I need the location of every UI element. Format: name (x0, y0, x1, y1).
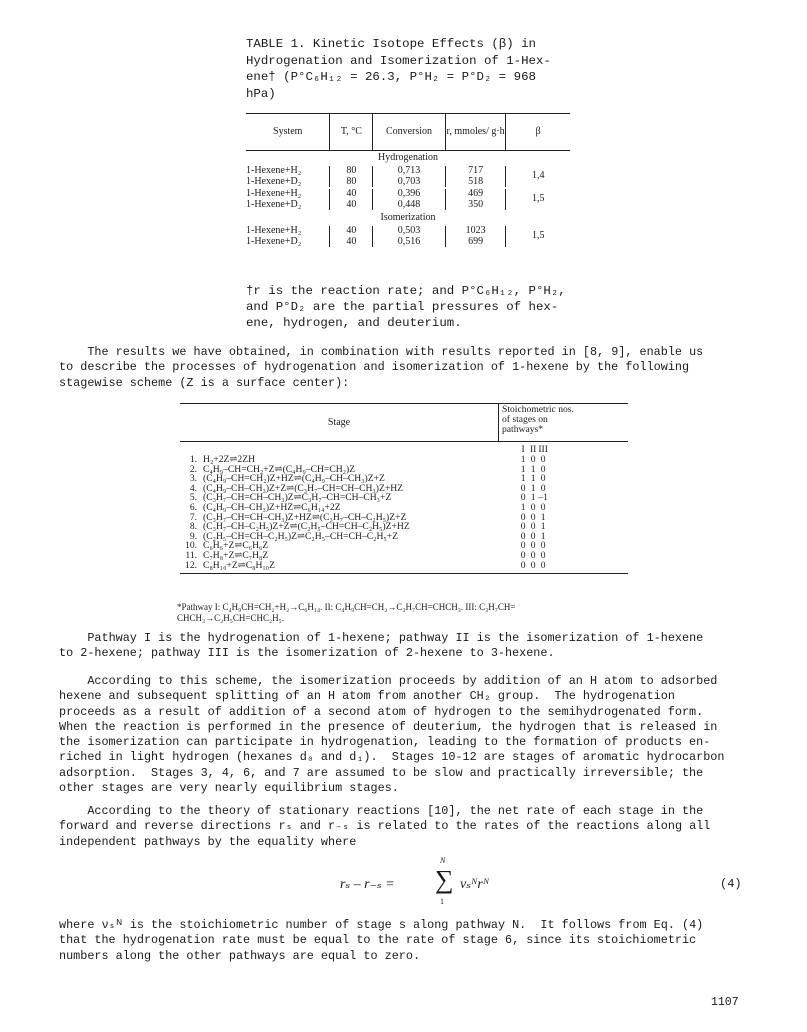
table1-cell-temp: 40 (346, 235, 357, 247)
stoichiometric-number: 0 (520, 540, 526, 552)
stage-number: 9. (189, 530, 198, 542)
table1-column-rate (445, 226, 506, 247)
table1-header-row (246, 114, 570, 151)
pathway-label: III (538, 444, 548, 455)
table1-cell-rate: 699 (468, 235, 484, 247)
table1-cell-rate: 469 (468, 188, 484, 199)
table2-row (180, 522, 628, 532)
stage-equation: C₈H₁₀+Z⇌C₈H₁₀Z (203, 560, 275, 571)
table1-column-beta (505, 166, 570, 187)
stoichiometric-number: 0 (540, 454, 546, 465)
table1-cell-temp: 40 (346, 225, 357, 236)
table1-cell-system: 1-Hexene+D₂ (246, 235, 302, 247)
paragraph-pathway: Pathway I is the hydrogenation of 1-hexene; pathway II is the isomerization of 1-hexene to 2-hexene; pathway III is the isomerization of 2-hexene to 3-hexene. (59, 631, 704, 661)
table2-row (180, 455, 628, 465)
stoichiometric-number: 0 (530, 454, 536, 465)
table1-column-rate (445, 189, 506, 210)
stage-equation: (C₂H₅–CH=CH–C₂H₅)Z⇌C₂H₅–CH=CH–C₂H₅+Z (203, 531, 398, 542)
table2-row (180, 513, 628, 523)
table1-row-group (246, 226, 570, 247)
table1-cell-system: 1-Hexene+H₂ (246, 188, 302, 199)
table2-header-stoich (498, 404, 628, 441)
table1-row-group (246, 189, 570, 210)
stoichiometric-number: 1 (530, 482, 536, 494)
table2-row (180, 493, 628, 503)
table1 (246, 113, 570, 249)
stoichiometric-number: 0 (540, 501, 546, 513)
table2-bottom-rule (180, 573, 628, 574)
table2-rows (180, 455, 628, 570)
table1-cell-rate: 350 (468, 198, 484, 210)
table2-footnote-line: *Pathway I: C₄H₉CH=CH₂+H₂→C₆H₁₄. II: C₄H₉CH=CH₂→C₃H₇CH=CHCH₃. III: C₃H₇CH= (177, 602, 516, 612)
stoichiometric-number: 1 (530, 463, 536, 475)
equation-number: (4) (720, 877, 742, 891)
table1-cell-conversion: 0,396 (397, 188, 421, 199)
stage-number: 1. (189, 454, 198, 465)
pathway-label: II (529, 444, 537, 455)
stoichiometric-number: 1 (520, 501, 526, 513)
stoichiometric-number: 0 (520, 511, 526, 523)
equation-lhs: rₛ – r₋ₛ = (340, 877, 395, 892)
stoichiometric-number: 0 (530, 501, 536, 513)
stoichiometric-number: 1 (520, 463, 526, 475)
table2-row (180, 503, 628, 513)
table1-cell-beta: 1,5 (531, 193, 545, 205)
table1-cell-temp: 40 (346, 198, 357, 210)
table1-column-conversion (372, 226, 445, 247)
table1-column-rate (445, 166, 506, 187)
table1-cell-rate: 518 (468, 175, 484, 187)
table1-column-temp (329, 189, 372, 210)
table1-cell-system: 1-Hexene+D₂ (246, 175, 302, 187)
table1-cell-conversion: 0,703 (397, 175, 421, 187)
stoichiometric-number: 0 (530, 540, 536, 552)
table2-header-stage: Stage (327, 417, 351, 428)
stoichiometric-number: 1 (520, 473, 526, 485)
stage-number: 8. (189, 521, 198, 533)
stoichiometric-number: –1 (538, 492, 548, 504)
stoichiometric-numbers (504, 561, 628, 571)
stage-equation: C₆H₆+Z⇌C₆H₆Z (203, 541, 269, 551)
table2-row (180, 551, 628, 561)
table1-column-temp (329, 226, 372, 247)
stage-number: 5. (189, 492, 198, 504)
stoichiometric-number: 1 (530, 492, 536, 504)
stoichiometric-number: 0 (540, 463, 546, 475)
paragraph-results: The results we have obtained, in combination with results reported in [8, 9], enable us to describe the processes of hydrogenation and isomerization of 1-hexene by the following stagewise scheme (Z is a surface center): (59, 345, 704, 390)
stage-equation: (C₃H₇–CH=CH–CH₃)Z+HZ⇌(C₃H₇–CH–C₂H₅)Z+Z (203, 512, 407, 523)
table2-row (180, 561, 628, 571)
stage-number: 6. (189, 501, 198, 513)
stoichiometric-number: 0 (540, 559, 546, 571)
stage-number: 3. (189, 473, 198, 485)
table1-cell-system: 1-Hexene+H₂ (246, 165, 302, 176)
stoichiometric-number: 0 (530, 511, 536, 523)
stage-number: 12. (185, 559, 198, 571)
equation-sum-lower: 1 (440, 897, 444, 906)
stoichiometric-number: 0 (520, 549, 526, 561)
stoichiometric-number: 1 (520, 454, 526, 465)
stage-equation: C₇H₈+Z⇌C₇H₈Z (203, 550, 269, 561)
stage-number: 10. (185, 540, 198, 552)
table1-cell-conversion: 0,503 (397, 225, 421, 236)
equation-4 (340, 853, 520, 913)
table2-header-stoich-line: Stoichometric nos. (502, 404, 574, 415)
table1-column-temp (329, 166, 372, 187)
stoichiometric-number: 1 (540, 521, 546, 533)
table1-column-beta (505, 226, 570, 247)
stoichiometric-number: 1 (540, 530, 546, 542)
stage-equation: C₄H₉–CH=CH₂+Z⇌(C₄H₉–CH=CH₂)Z (203, 464, 356, 475)
table1-cell-temp: 40 (346, 188, 357, 199)
table1-cell-beta: 1,5 (531, 230, 545, 242)
stage-equation: (C₃H₇–CH=CH–CH₃)Z⇌C₃H₇–CH=CH–CH₃+Z (203, 493, 392, 503)
table1-cell-system: 1-Hexene+D₂ (246, 198, 302, 210)
table1-column-beta (505, 189, 570, 210)
table1-section-title: Isomerization (380, 212, 436, 223)
table2-spacer (203, 444, 504, 455)
table1-header-conversion: Conversion (372, 114, 445, 150)
table1-header-system: System (273, 126, 303, 137)
table2-header-stoich-line: of stages on (502, 414, 548, 425)
stoichiometric-number: 1 (540, 511, 546, 523)
table1-column-conversion (372, 189, 445, 210)
paragraph-scheme: According to this scheme, the isomerization proceeds by addition of an H atom to adsorbed hexene and subsequent splitting of an H atom from another CH₂ group. The hydrogenation proceeds as a result of addition of a second atom of hydrogen to the semihydrogenated form. When the reaction is performed in the presence of deuterium, the hydrogen that is released in the isomerization can participate in hydrogenation, leading to the formation of products en- riched in light hydrogen (hexanes d₀ and d₁). Stages 10-12 are stages of aromatic hydrocarbon adsorption. Stages 3, 4, 6, and 7 are assumed to be slow and practically irreversible; the other stages are very nearly equilibrium stages. (59, 674, 725, 796)
table1-column-system (246, 226, 329, 247)
stage-equation: H₂+2Z⇌2ZH (203, 455, 256, 465)
stage-equation: (C₃H₇–CH–C₂H₅)Z+Z⇌(C₂H₅–CH=CH–C₂H₅)Z+HZ (203, 522, 410, 532)
stage-equation: (C₄H₉–CH–CH₃)Z+Z⇌(C₃H₇–CH=CH–CH₃)Z+HZ (203, 483, 404, 494)
stoichiometric-number: 0 (540, 482, 546, 494)
equation-rhs: νₛᴺrᴺ (460, 877, 490, 892)
table1-cell-temp: 80 (346, 175, 357, 187)
table1-cell-beta: 1,4 (531, 170, 545, 182)
table2-row (180, 474, 628, 484)
stage-equation: (C₄H₉–CH=CH₂)Z+HZ⇌(C₄H₉–CH–CH₃)Z+Z (203, 474, 385, 484)
table2-header-row (180, 404, 628, 442)
table1-header-temp: T, °C (329, 114, 372, 150)
table1-cell-rate: 1023 (465, 225, 486, 236)
table1-cell-conversion: 0,516 (397, 235, 421, 247)
table2-footnote (177, 602, 737, 624)
stage-number: 11. (185, 549, 198, 561)
stage-equation: (C₄H₉–CH–CH₃)Z+HZ⇌C₆H₁₄+2Z (203, 502, 341, 513)
table1-column-system (246, 189, 329, 210)
table1-cell-rate: 717 (468, 165, 484, 176)
table1-cell-temp: 80 (346, 165, 357, 176)
table1-column-system (246, 166, 329, 187)
table2-row (180, 465, 628, 475)
stoichiometric-number: 0 (520, 559, 526, 571)
table2-body (180, 442, 628, 570)
pathway-label: I (521, 444, 525, 455)
table1-header-rate: r, mmoles/ g·h (445, 114, 506, 150)
stage-number: 7. (189, 511, 198, 523)
stoichiometric-number: 0 (540, 549, 546, 561)
table1-header-beta: β (505, 114, 570, 150)
stoichiometric-number: 0 (540, 473, 546, 485)
table1-cell-system: 1-Hexene+H₂ (246, 225, 302, 236)
table2-row (180, 541, 628, 551)
stage-number: 4. (189, 482, 198, 494)
stoichiometric-number: 0 (540, 540, 546, 552)
table1-row-group (246, 166, 570, 187)
paragraph-where: where νₛᴺ is the stoichiometric number of stage s along pathway N. It follows from Eq. (4) that the hydrogenation rate must be equal to the rate of stage 6, since its stoichiometric numbers along the other pathways are equal to zero. (59, 918, 704, 963)
stoichiometric-number: 0 (530, 559, 536, 571)
stoichiometric-number: 0 (530, 549, 536, 561)
stoichiometric-number: 0 (520, 492, 526, 504)
equation-sum-upper: N (440, 856, 446, 865)
table2-row (180, 532, 628, 542)
table2-row (180, 484, 628, 494)
paragraph-theory: According to the theory of stationary reactions [10], the net rate of each stage in the forward and reverse directions rₛ and r₋ₛ is related to the rates of the reactions along all independent pathways by the equality where (59, 804, 711, 849)
page-number: 1107 (711, 996, 739, 1009)
stoichiometric-number: 0 (520, 530, 526, 542)
stoichiometric-number: 1 (530, 473, 536, 485)
stoichiometric-number: 0 (520, 482, 526, 494)
table2-footnote-line: CHCH₃→C₂H₅CH=CHC₂H₅. (177, 613, 285, 623)
table1-footnote: †r is the reaction rate; and P°C₆H₁₂, P°H₂, and P°D₂ are the partial pressures of hex- ene, hydrogen, and deuterium. (246, 284, 566, 330)
table1-column-conversion (372, 166, 445, 187)
table1-cell-conversion: 0,713 (397, 165, 421, 176)
table2-header-stoich-line: pathways* (502, 424, 544, 435)
table2 (180, 403, 628, 574)
table2-pathway-header (180, 444, 628, 455)
stoichiometric-number: 0 (520, 521, 526, 533)
table1-cell-conversion: 0,448 (397, 198, 421, 210)
table1-body (246, 152, 570, 247)
stage-number: 2. (189, 463, 198, 475)
table1-caption: TABLE 1. Kinetic Isotope Effects (β) in Hydrogenation and Isomerization of 1-Hex- ene† (P°C₆H₁₂ = 26.3, P°H₂ = P°D₂ = 968 hPa) (246, 37, 551, 101)
stoichiometric-number: 0 (530, 530, 536, 542)
summation-symbol: ∑ (435, 865, 454, 894)
table1-section-title: Hydrogenation (378, 152, 438, 163)
stoichiometric-number: 0 (530, 521, 536, 533)
